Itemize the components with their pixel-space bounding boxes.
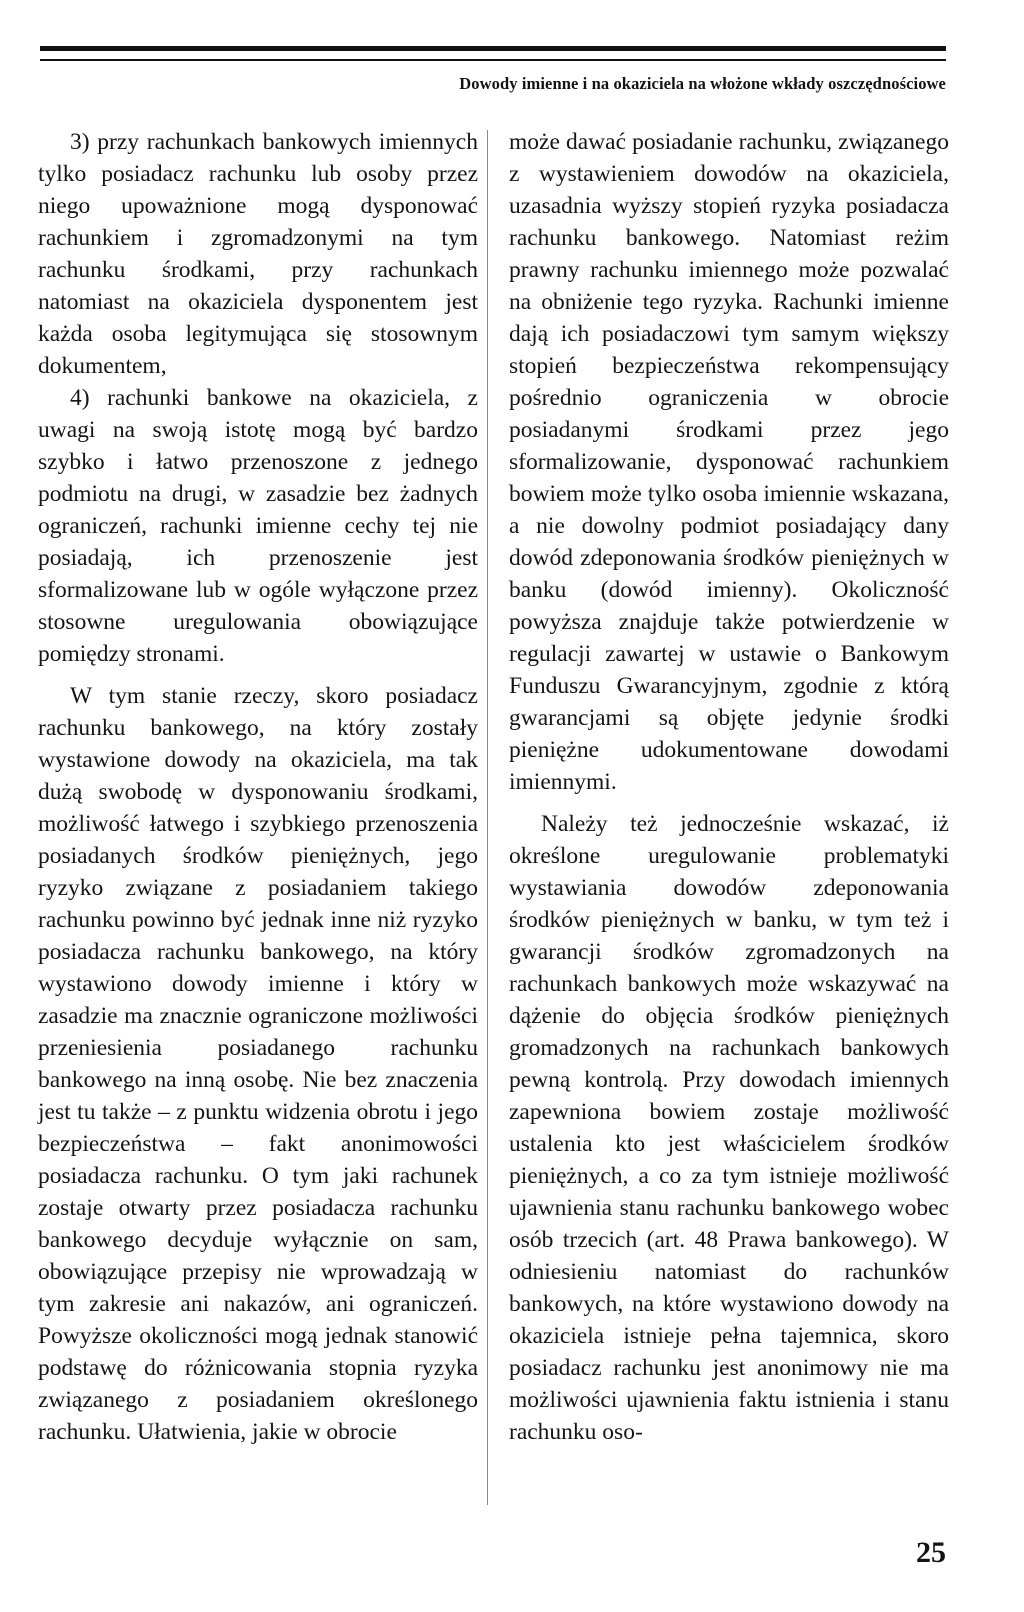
header-rule-thin xyxy=(40,59,946,61)
paragraph-item-4: 4) rachunki bankowe na okaziciela, z uwagi na swoją istotę mogą być bardzo szybko i łatwo przenoszone z jednego podmiotu na drugi, w zasadzie bez żadnych ograniczeń, rachunki imienne cechy tej nie posiadają, ich przenoszenie jest sformalizowane lub w ogóle wyłączone przez stosowne uregulowania obowiązujące pomiędzy stronami. xyxy=(38,385,478,667)
paragraph-body: Należy też jednocześnie wskazać, iż określone uregulowanie problematyki wystawiania dowodów zdeponowania środków pieniężnych w banku, w tym też i gwarancji środków zgromadzonych na rachunkach bankowych może wskazywać na dążenie do objęcia środków pieniężnych gromadzonych na rachunkach bankowych pewną kontrolą. Przy dowodach imiennych zapewniona bowiem zostaje możliwość ustalenia kto jest właścicielem środków pieniężnych, a co za tym istnieje możliwość ujawnienia stanu rachunku bankowego wobec osób trzecich (art. 48 Prawa bankowego). W odniesieniu natomiast do rachunków bankowych, na które wystawiono dowody na okaziciela istnieje pełna tajemnica, skoro posiadacz rachunku jest anonimowy nie ma możliwości ujawnienia faktu istnienia i stanu rachunku oso- xyxy=(509,811,949,1445)
paragraph-continuation: może dawać posiadanie rachunku, związanego z wystawieniem dowodów na okaziciela, uzasadnia wyższy stopień ryzyka posiadacza rachunku bankowego. Natomiast reżim prawny rachunku imiennego może pozwalać na obniżenie tego ryzyka. Rachunki imienne dają ich posiadaczowi tym samym większy stopień bezpieczeństwa rekompensujący pośrednio ograniczenia w obrocie posiadanymi środkami przez jego sformalizowanie, dysponować rachunkiem bowiem może tylko osoba imiennie wskazana, a nie dowolny podmiot posiadający dany dowód zdeponowania środków pieniężnych w banku (dowód imienny). Okoliczność powyższa znajduje także potwierdzenie w regulacji zawartej w ustawie o Bankowym Funduszu Gwarancyjnym, zgodnie z którą gwarancjami są objęte jedynie środki pieniężne udokumentowane dowodami imiennymi. xyxy=(509,129,949,795)
right-column xyxy=(509,126,949,1448)
page-number: 25 xyxy=(916,1536,946,1569)
running-header: Dowody imienne i na okaziciela na włożone wkłady oszczędnościowe xyxy=(459,74,946,93)
left-column xyxy=(38,126,478,1448)
header-rule-thick xyxy=(40,46,946,51)
paragraph-body: W tym stanie rzeczy, skoro posiadacz rachunku bankowego, na który zostały wystawione dowody na okaziciela, ma tak dużą swobodę w dysponowaniu środkami, możliwość łatwego i szybkiego przenoszenia posiadanych środków pieniężnych, jego ryzyko związane z posiadaniem takiego rachunku powinno być jednak inne niż ryzyko posiadacza rachunku bankowego, na który wystawiono dowody imienne i który w zasadzie ma znacznie ograniczone możliwości przeniesienia posiadanego rachunku bankowego na inną osobę. Nie bez znaczenia jest tu także – z punktu widzenia obrotu i jego bezpieczeństwa – fakt anonimowości posiadacza rachunku. O tym jaki rachunek zostaje otwarty przez posiadacza rachunku bankowego decyduje wyłącznie on sam, obowiązujące przepisy nie wprowadzają w tym zakresie ani nakazów, ani ograniczeń. Powyższe okoliczności mogą jednak stanowić podstawę do różnicowania stopnia ryzyka związanego z posiadaniem określonego rachunku. Ułatwienia, jakie w obrocie xyxy=(38,683,478,1445)
column-divider xyxy=(487,130,488,1505)
paragraph-item-3: 3) przy rachunkach bankowych imiennych tylko posiadacz rachunku lub osoby przez niego upoważnione mogą dysponować rachunkiem i zgromadzonymi na tym rachunku środkami, przy rachunkach natomiast na okaziciela dysponentem jest każda osoba legitymująca się stosownym dokumentem, xyxy=(38,129,478,379)
